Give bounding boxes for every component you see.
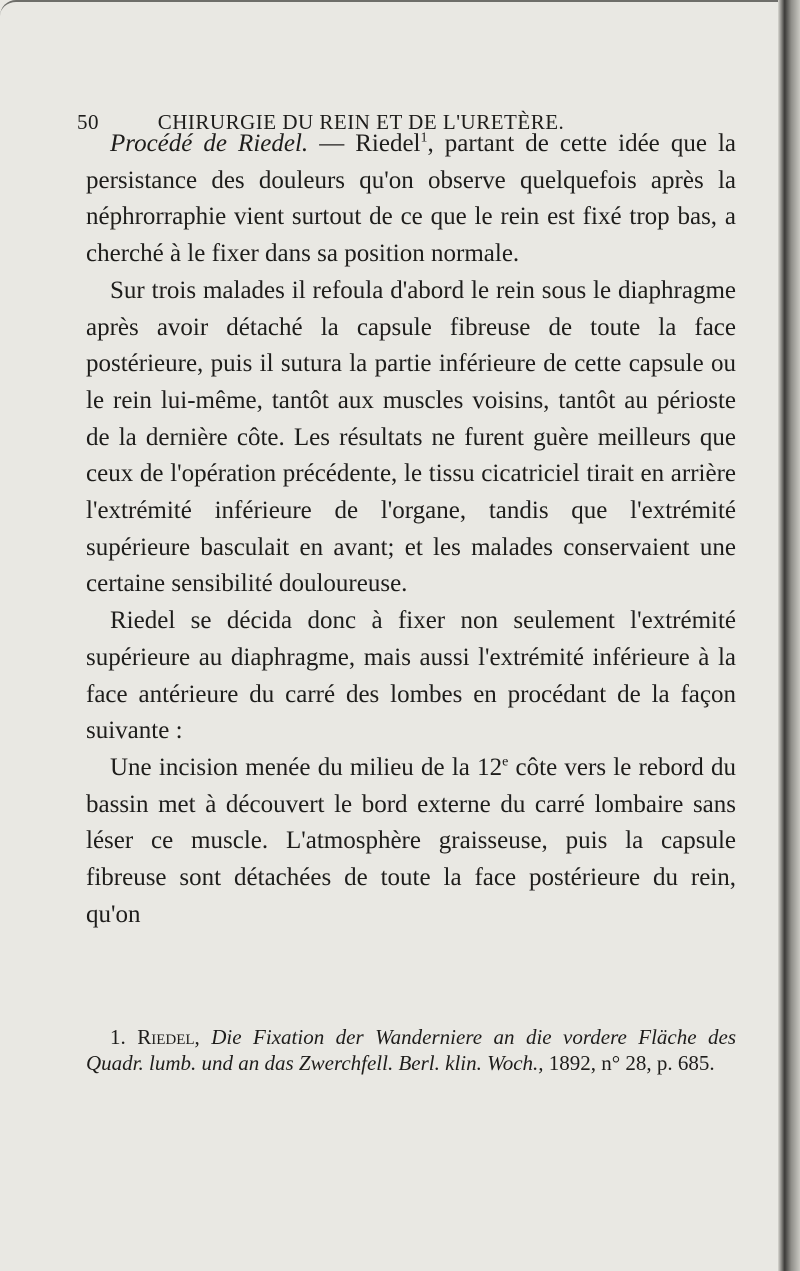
body-text: [86, 126, 736, 933]
footnote-number: 1.: [110, 1025, 126, 1049]
footnote: [86, 1024, 736, 1076]
p4-before: Une incision menée du milieu de la 12: [110, 753, 503, 781]
p1-text: , partant de cette idée que la persistance des douleurs qu'on observe quelquefois après la néphrorraphie vient surtout de ce que le rein est fixé trop bas, a cherché à le fixer dans sa position normale.: [86, 130, 736, 268]
footnote-author: Riedel,: [137, 1025, 200, 1049]
footnote-title: Die Fixation der Wanderniere an die vordere Fläche des Quadr. lumb. und an das Zwerchfell. Berl. klin. Woch.,: [86, 1025, 737, 1075]
running-title: CHIRURGIE DU REIN ET DE L'URETÈRE.: [157, 110, 565, 134]
section-heading: Procédé de Riedel.: [110, 130, 309, 157]
paragraph-2: Sur trois malades il refoula d'abord le rein sous le diaphragme après avoir détaché la capsule fibreuse de toute la face postérieure, puis il sutura la partie inférieure de cette capsule ou le rein lui-même, tantôt aux muscles voisins, tantôt au périoste de la dernière côte. Les résultats ne furent guère meilleurs que ceux de l'opération précédente, le tissu cicatriciel tirait en arrière l'extrémité inférieure de l'organe, tandis que l'extrémité supérieure basculait en avant; et les malades conservaient une certaine sensibilité douloureuse.: [86, 276, 736, 598]
footnote-ref: 1: [420, 130, 428, 146]
page-edge-top: [0, 0, 780, 16]
paragraph-3: Riedel se décida donc à fixer non seulement l'extrémité supérieure au diaphragme, mais aussi l'extrémité inférieure à la face antérieure du carré des lombes en procédant de la façon suivante :: [86, 607, 736, 745]
book-binding-edge: [778, 0, 800, 1271]
paragraph-1: [86, 126, 736, 273]
p4-after: côte vers le rebord du bassin met à découvert le bord externe du carré lombaire sans léser ce muscle. L'atmosphère graisseuse, puis la capsule fibreuse sont détachées de toute la face postérieure du rein, qu'on: [86, 753, 736, 928]
page-number: 50: [77, 110, 99, 134]
paragraph-4: [86, 750, 736, 934]
p4-sup: e: [502, 754, 509, 770]
footnote-citation: 1892, n° 28, p. 685.: [543, 1051, 715, 1075]
p1-dash: — Riedel: [308, 130, 421, 157]
